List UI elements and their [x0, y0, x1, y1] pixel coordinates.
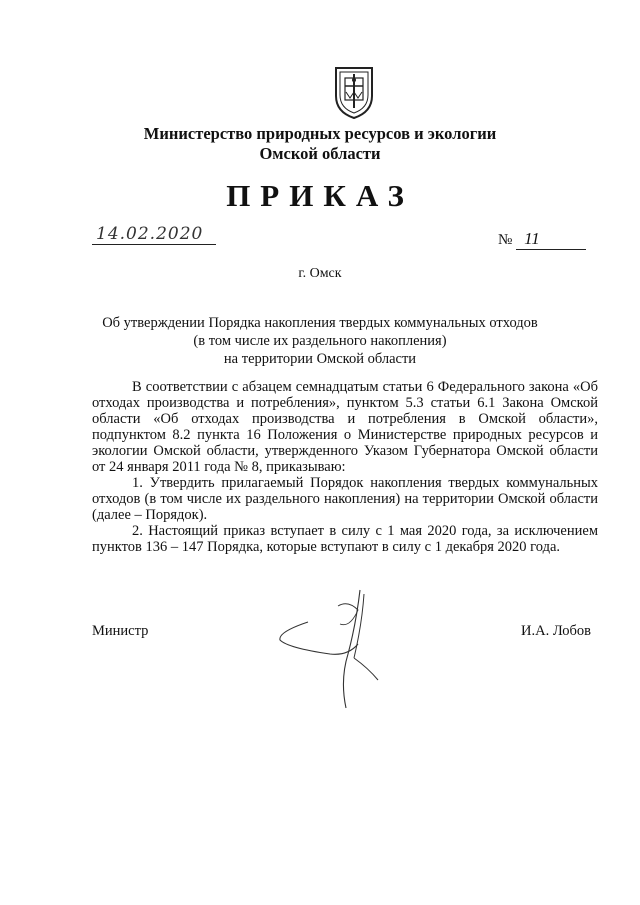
ministry-line-1: Министерство природных ресурсов и экологии	[143, 124, 497, 143]
handwritten-date: 14.02.2020	[92, 224, 216, 245]
handwritten-number: 11	[516, 229, 586, 250]
order-subject	[0, 314, 640, 368]
item-1-paragraph: 1. Утвердить прилагаемый Порядок накопления твердых коммунальных отходов (в том числе их раздельного накопления) на территории Омской области (далее – Порядок).	[92, 475, 598, 523]
subject-line-1: Об утверждении Порядка накопления твердых коммунальных отходов	[102, 315, 538, 331]
coat-of-arms-icon	[332, 64, 376, 120]
signatory-title: Министр	[92, 623, 149, 639]
order-number	[498, 229, 586, 250]
ministry-name	[0, 124, 640, 164]
handwritten-signature	[268, 584, 408, 714]
ministry-line-2: Омской области	[259, 144, 381, 163]
order-body	[92, 379, 598, 555]
item-2-paragraph: 2. Настоящий приказ вступает в силу с 1 мая 2020 года, за исключением пунктов 136 – 147 Порядка, которые вступают в силу с 1 декабря 2020 года.	[92, 523, 598, 555]
number-label: №	[498, 232, 513, 248]
signatory-name: И.А. Лобов	[521, 623, 592, 639]
city: г. Омск	[298, 266, 342, 281]
subject-line-2: (в том числе их раздельного накопления)	[193, 333, 447, 349]
preamble-paragraph: В соответствии с абзацем семнадцатым статьи 6 Федерального закона «Об отходах производства и потребления», пунктом 5.3 статьи 6.1 Закона Омской области «Об отходах производства и потребления в Омской области», подпунктом 8.2 пункта 16 Положения о Министерстве природных ресурсов и экологии Омской области, утвержденного Указом Губернатора Омской области от 24 января 2011 года № 8, приказываю:	[92, 379, 598, 475]
subject-line-3: на территории Омской области	[223, 351, 417, 367]
document-type-title: ПРИКАЗ	[226, 178, 414, 213]
